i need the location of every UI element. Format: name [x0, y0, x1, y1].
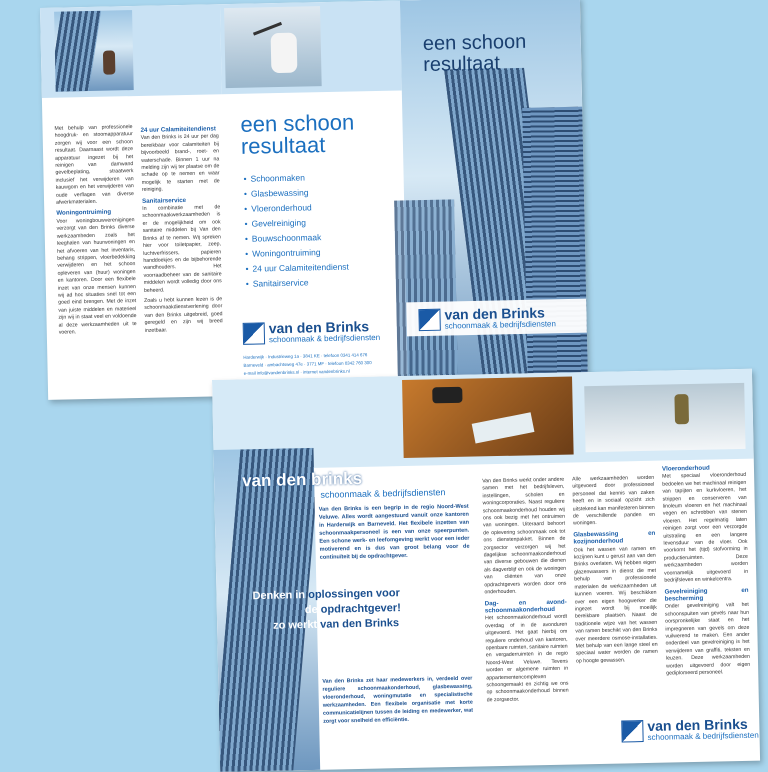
service-item: • Schoonmaken: [243, 170, 347, 187]
left-panel: [40, 4, 228, 400]
service-item: • Glasbewassing: [244, 185, 348, 202]
contact-block: Harderwijk · Industrieweg 1a · 3841 KE · telefoon 0341 414 676 Barneveld · ambachtsweg 47e · 3771 MF · telefoon 0342 760 300 e-mail info@vandenbrinks.nl · internet vandenbrinks.nl: [243, 352, 372, 376]
squeegee-photo: [224, 6, 322, 88]
service-item: • Vloeronderhoud: [244, 200, 348, 217]
logo-mark-icon: [621, 720, 643, 742]
text-column-b: Alle werkzaamheden worden uitgevoerd door professioneel personeel dat kennis van zaken heeft en in sociaal opzicht zich uitstekend kan manifesteren binnen de verschillende panden en woningen. Glasbewassing en kozijnonderhoud Ook het wassen van ramen en kozijnen kunt u gerust aan van den Brinks overlaten. Wij hebben eigen glazenwassers in dienst die met behulp van professionele materialen de werkzaamheden uit kunnen voeren. Wij beschikken over een eigen hoogwerker die ingezet wordt bij moeilijk bereikbare plaatsen. Naast de traditionele wijze van het wassen van ramen beschikt van den Brinks over meerdere osmose-installaties. Met behulp van een lange steel en speciaal water worden de ramen op hoogte gewassen.: [572, 474, 658, 665]
text-column-1: Met behulp van professionele hoogdruk- en stoomapparatuur zorgen wij voor een schoon resultaat. Daarnaast wordt deze apparatuur ingezet bij het reinigen van damwand gevelbeplating, straatwerk inclusief het verwijderen van kauwgom en het verwijderen van oude verflagen van diverse afwerkmaterialen. Woningontruiming Voor woningbouwverenigingen verzorgt van den Brinks diverse werkzaamheden zoals het leeghalen van huurwoningen en het afvoeren van het inventaris, behang strippen, vloerbedekking verwijderen en het schoon opleveren van (huur) woningen en kantoren. Door een flexibele inzet van onze mensen kunnen wij ad hoc situaties snel tot een goed eind brengen. Met de inzet van juiste middelen en materieel zijn wij in staat veel en voldoende al deze werkzaamheden uit te voeren.: [54, 124, 137, 336]
facade-cleaning-photo: [584, 383, 745, 452]
logo-mark-icon: [243, 322, 265, 344]
service-item: • Gevelreiniging: [244, 215, 348, 232]
intro-paragraph: Van den Brinks is een begrip in de regio Noord-West Veluwe. Alles wordt aangestuurd vanuit onze kantoren in Harderwijk en Barneveld. Het flexibele inzetten van schoonmaakpersoneel is een van onze speerpunten. Een schone werk- en leefomgeving werkt voor een ieder motiverend en is dus van groot belang voor de continuïteit bij de opdrachtgever.: [318, 503, 470, 561]
inside-logo: van den Brinks schoonmaak & bedrijfsdiensten: [621, 717, 759, 743]
text-column-a: Van den Brinks werkt onder andere samen met het bedrijfsleven, instellingen, scholen en woningcorporaties. Naast reguliere schoonmaakonderhoud houden wij ons ook bezig met het ontruimen van woningen. Uiteraard behoort de oplevering schoonmaak ook tot ons dienstenpakket. Binnen de zorgsector verzorgen wij het dagelijkse schoonmaakonderhoud van diverse gebouwen die dienen als dagverblijf en ook de woningen van cliënten van onze opdrachtgevers worden door ons onderhouden. Dag- en avond-schoonmaakonderhoud Het schoonmaakonderhoud wordt overdag of in de avonduren uitgevoerd. Het gaat hierbij om reguliere onderhoud van kantoren, openbare ruimten, sanitaire ruimten en vergaderruimten in de regio Noord-West Veluwe. Tevens worden er algemene ruimten in appartementencomplexen schoongemaakt en zichtig we ons op schoonmaakonderhoud binnen de zorgsector.: [482, 476, 569, 704]
slogan: Denken in oplossingen voor de opdrachtgever! zo werkt van den Brinks: [252, 587, 401, 632]
office-cleaning-photo: [402, 376, 574, 458]
service-item: • Sanitairservice: [246, 275, 350, 292]
services-list: [243, 170, 349, 292]
service-item: • Woningontruiming: [245, 245, 349, 262]
middle-heading: een schoon resultaat: [240, 109, 355, 159]
service-item: • 24 uur Calamiteitendienst: [245, 260, 349, 277]
brochure-inside-sheet: [212, 369, 760, 772]
header-sub: schoonmaak & bedrijfsdiensten: [320, 487, 446, 500]
brochure-outside-sheet: [40, 0, 588, 400]
window-cleaner-photo: [54, 10, 134, 92]
logo: van den Brinks schoonmaak & bedrijfsdiensten: [243, 319, 381, 345]
header-name: van den brinks: [241, 468, 363, 491]
cover-panel: [400, 0, 588, 392]
logo-mark-icon: [418, 308, 440, 330]
cover-heading: een schoon resultaat: [422, 30, 527, 76]
cover-logo: van den Brinks schoonmaak & bedrijfsdiensten: [418, 305, 556, 331]
middle-panel: [220, 0, 408, 396]
intro-paragraph-2: Van den Brinks zet haar medewerkers in, verdeeld over reguliere schoonmaakonderhoud, glasbewassing, vloeronderhoud, woningmutatie en specialistische werkzaamheden. Een flexibele organisatie met korte communicatielijnen tussen de leiding en medewerker, wat zorgt voor snelheid en efficiëntie.: [322, 675, 474, 725]
text-column-c: Vloeronderhoud Met speciaal vloeronderhoud bedoelen we het machinaal reinigen van tapijten en kurkvloeren, het strippen en conserveren van linoleum vloeren en het machinaal vegen en schrobben van stenen vloeren. Het regelmatig laten reinigen zorgt voor een verzorgde uitstraling en een langere levensduur van de vloer. Ook voorkomt het (tijd) stofvorming in productieruimten. Deze werkzaamheden worden voornamelijk uitgevoerd in bedrijfsleven en winkelcentra. Gevelreiniging en bescherming Onder gevelreiniging valt het schoonspuiten van gevels naar hun oorspronkelijke staat en het impregneren van gevels om deze vuilwerend te maken. Een ander onderdeel van gevelreiniging is het verwijderen van graffiti, teksten en leuzen. Deze werkzaamheden worden uitgevoerd door eigen gediplomeerd personeel.: [661, 464, 751, 677]
service-item: • Bouwschoonmaak: [245, 230, 349, 247]
text-column-2: 24 uur Calamiteitendienst Van den Brinks is 24 uur per dag bereikbaar voor calamiteiten bij bijvoorbeeld brand-, roet- en waterschade. Binnen 1 uur na melding zijn wij ter plaatse om de schade op te nemen en waar mogelijk te starten met de reiniging. Sanitairservice In combinatie met de schoonmaakwerkzaamheden is er de mogelijkheid om ook sanitaire middelen bij Van den Brinks af te nemen. Wij spreken hier voor toiletpapier, zeep, luchtverfrissers, papieren handdoekjes en de bijbehorende wandhouders. Het voorraadbeheer van de sanitaire middelen wordt volledig door ons beheerd. Zoals u hebt kunnen lezen is de schoonmaakdienstverlening door van den Brinks uitgebreid, goed geregeld en zijn wij breed inzetbaar.: [140, 125, 223, 334]
